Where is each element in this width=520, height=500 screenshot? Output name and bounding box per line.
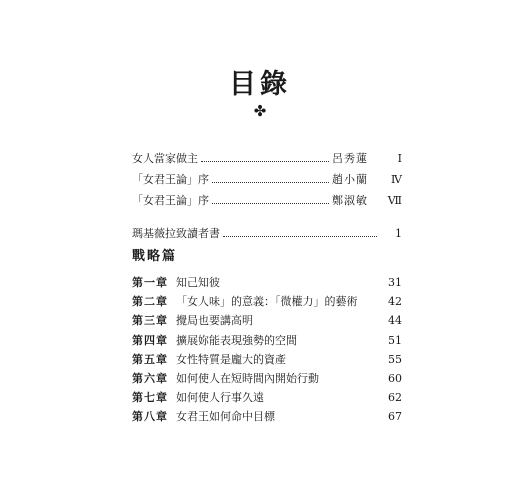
entry-page: 1 xyxy=(395,227,402,240)
chapter-page: 44 xyxy=(388,314,402,328)
chapter-list xyxy=(132,274,402,428)
chapter-page: 67 xyxy=(388,410,402,424)
chapter-page: 55 xyxy=(388,352,402,366)
chapter-entry xyxy=(132,312,402,331)
chapter-entry xyxy=(132,293,402,312)
chapter-page: 51 xyxy=(388,333,402,347)
chapter-number: 第四章 xyxy=(132,333,168,347)
chapter-title: 如何使人在短時間內開始行動 xyxy=(176,371,319,385)
entry-author: 趙小蘭 xyxy=(332,173,368,186)
chapter-number: 第五章 xyxy=(132,352,168,366)
chapter-title: 擴展妳能表現強勢的空間 xyxy=(176,333,297,347)
chapter-entry xyxy=(132,351,402,370)
chapter-number: 第二章 xyxy=(132,295,168,309)
chapter-page: 62 xyxy=(388,391,402,405)
front-matter-entry xyxy=(132,225,402,246)
chapter-entry xyxy=(132,332,402,351)
chapter-title: 如何使人行事久遠 xyxy=(176,391,264,405)
entry-title: 瑪基薇拉致讀者書 xyxy=(132,227,220,240)
chapter-page: 31 xyxy=(388,276,402,289)
dot-leader xyxy=(201,152,329,162)
chapter-entry xyxy=(132,274,402,293)
chapter-number: 第六章 xyxy=(132,371,168,385)
front-matter-entry xyxy=(132,150,402,171)
dot-leader xyxy=(223,227,377,237)
chapter-number: 第三章 xyxy=(132,314,168,328)
fleuron-ornament-icon: ✤ xyxy=(253,102,267,120)
entry-page: Ⅰ xyxy=(397,152,402,165)
dot-leader xyxy=(212,173,329,183)
entry-title: 「女君王論」序 xyxy=(132,173,209,186)
chapter-number: 第七章 xyxy=(132,391,168,405)
front-matter-list xyxy=(132,150,402,246)
part-heading: 戰略篇 xyxy=(132,249,178,264)
entry-page: Ⅶ xyxy=(387,194,402,207)
chapter-number: 第八章 xyxy=(132,410,168,424)
chapter-page: 42 xyxy=(388,295,402,309)
chapter-title: 女性特質是龐大的資產 xyxy=(176,352,286,366)
entry-page: Ⅳ xyxy=(391,173,402,186)
entry-author: 鄭淑敏 xyxy=(332,194,368,207)
entry-author: 呂秀蓮 xyxy=(332,152,368,165)
page-title: 目錄 xyxy=(229,69,291,100)
chapter-entry xyxy=(132,408,402,427)
chapter-number: 第一章 xyxy=(132,276,168,289)
chapter-title: 知己知彼 xyxy=(176,276,220,289)
chapter-title: 攪局也要講高明 xyxy=(176,314,253,328)
dot-leader xyxy=(212,194,329,204)
entry-title: 「女君王論」序 xyxy=(132,194,209,207)
chapter-page: 60 xyxy=(388,371,402,385)
chapter-entry xyxy=(132,389,402,408)
chapter-title: 女君王如何命中目標 xyxy=(176,410,275,424)
chapter-entry xyxy=(132,370,402,389)
chapter-title: 「女人味」的意義：「微權力」的藝術 xyxy=(176,295,358,309)
front-matter-entry xyxy=(132,192,402,213)
front-matter-entry xyxy=(132,171,402,192)
entry-title: 女人當家做主 xyxy=(132,152,198,165)
